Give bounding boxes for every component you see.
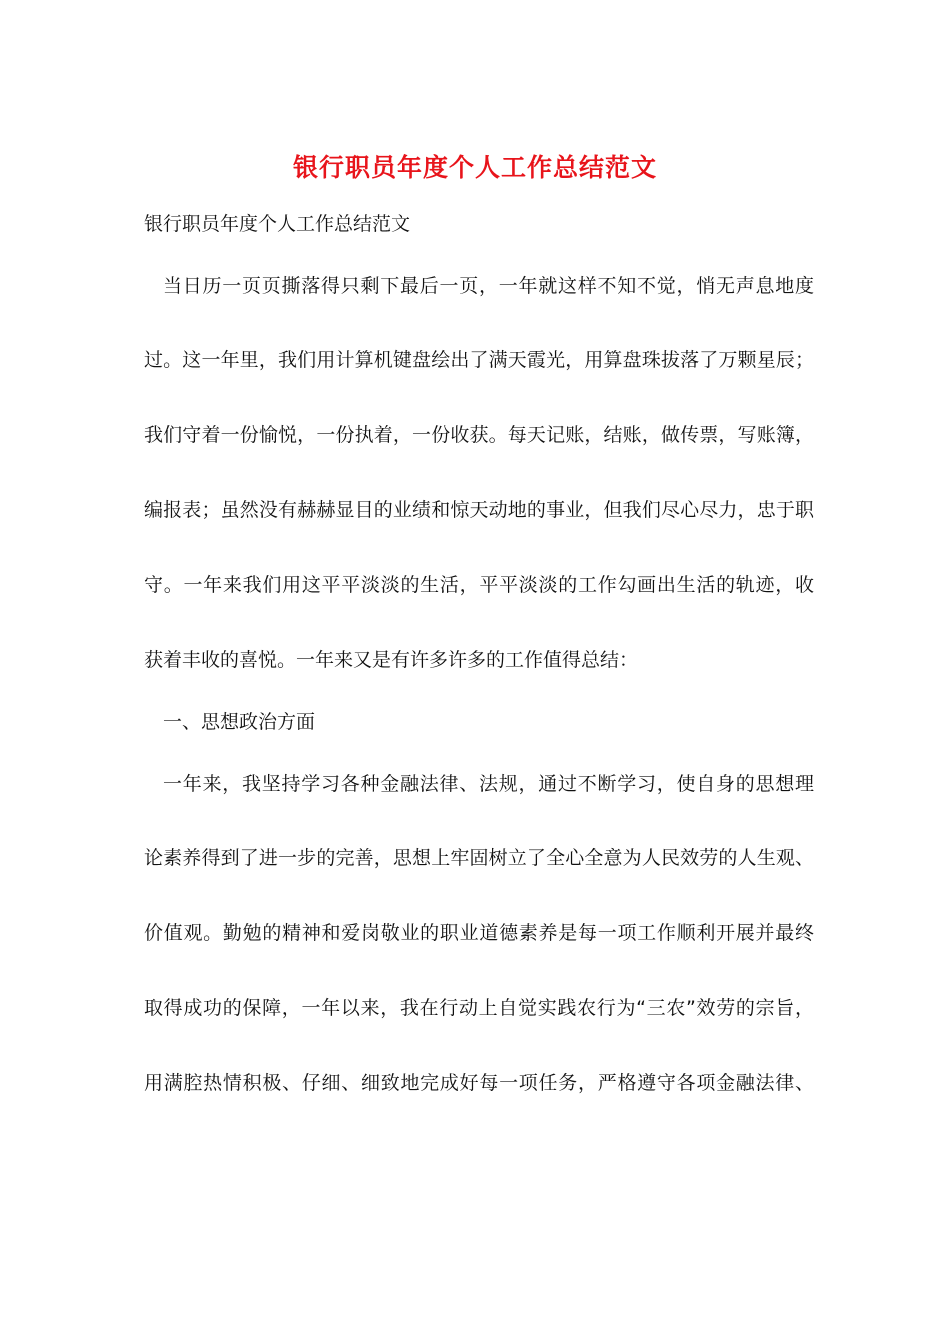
paragraph-line: 价值观。勤勉的精神和爱岗敬业的职业道德素养是每一项工作顺利开展并最终: [144, 922, 814, 944]
paragraph-line: 编报表；虽然没有赫赫显目的业绩和惊天动地的事业，但我们尽心尽力，忠于职: [144, 499, 814, 521]
paragraph-line: 过。这一年里，我们用计算机键盘绘出了满天霞光，用算盘珠拔落了万颗星辰；: [144, 349, 814, 371]
document-subtitle: 银行职员年度个人工作总结范文: [144, 213, 411, 235]
paragraph-line: 我们守着一份愉悦，一份执着，一份收获。每天记账，结账，做传票，写账簿，: [144, 424, 814, 446]
paragraph-line: 一年来，我坚持学习各种金融法律、法规，通过不断学习，使自身的思想理: [163, 773, 814, 795]
paragraph-line: 用满腔热情积极、仔细、细致地完成好每一项任务，严格遵守各项金融法律、: [144, 1072, 814, 1094]
section-heading: 一、思想政治方面: [163, 711, 316, 733]
paragraph-line: 获着丰收的喜悦。一年来又是有许多许多的工作值得总结：: [144, 649, 639, 671]
document-title: 银行职员年度个人工作总结范文: [292, 153, 657, 182]
paragraph-line: 守。一年来我们用这平平淡淡的生活，平平淡淡的工作勾画出生活的轨迹，收: [144, 574, 814, 596]
paragraph-line: 取得成功的保障，一年以来，我在行动上自觉实践农行为“三农”效劳的宗旨，: [144, 997, 814, 1019]
paragraph-line: 当日历一页页撕落得只剩下最后一页，一年就这样不知不觉，悄无声息地度: [163, 275, 814, 297]
paragraph-line: 论素养得到了进一步的完善，思想上牢固树立了全心全意为人民效劳的人生观、: [144, 847, 814, 869]
